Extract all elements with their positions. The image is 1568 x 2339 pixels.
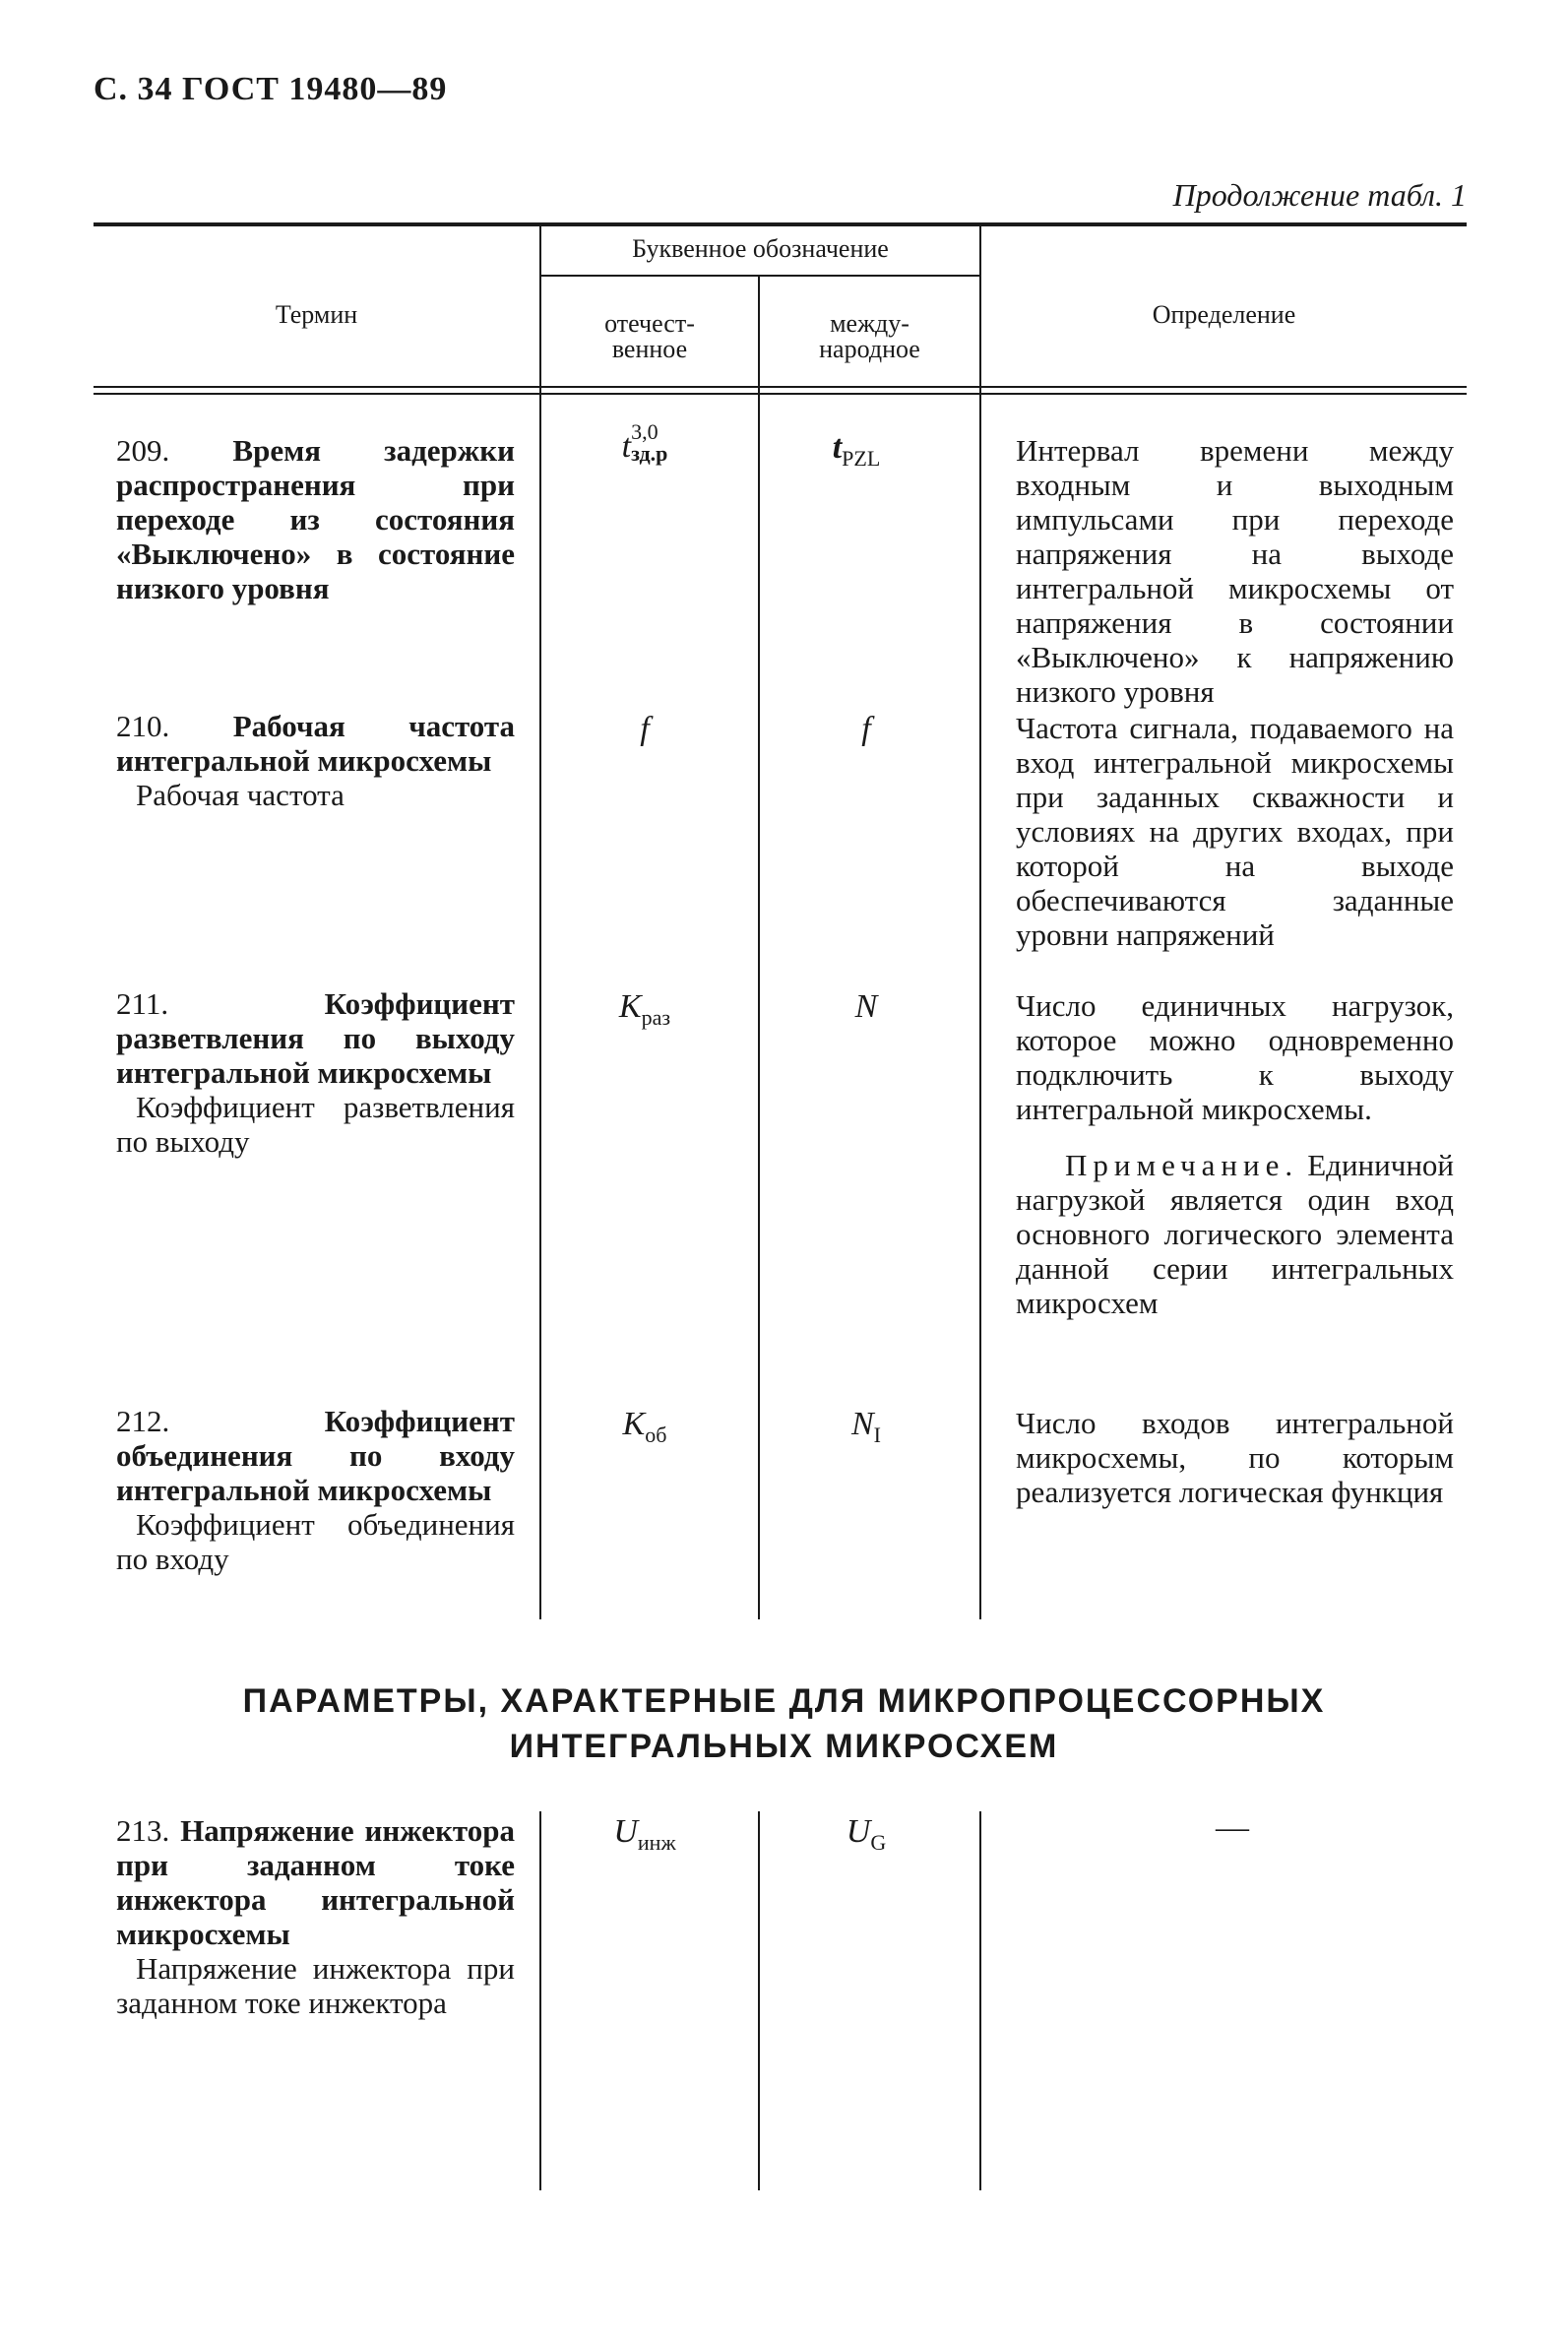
definition-cell-212: Число входов интегральной микросхемы, по которым реализуется логическая функция: [1016, 1406, 1454, 1509]
term-number: 211.: [116, 986, 169, 1021]
term-cell-211: [116, 986, 515, 1159]
symbol-sub: об: [645, 1422, 667, 1447]
symbol-main: t: [832, 429, 843, 466]
term-name: Напряжение инжектора при заданном токе инжектора интегральной микросхемы: [116, 1813, 515, 1951]
column-rule-1b: [539, 1811, 541, 2190]
term-cell-212: [116, 1404, 515, 1576]
term-short-name: Рабочая частота: [136, 778, 345, 812]
symbol-main: K: [622, 1406, 646, 1442]
symbol-domestic-210: f: [640, 711, 650, 747]
term-name: Коэффициент объединения по входу интегральной микросхемы: [116, 1404, 515, 1507]
header-domestic: отечест- венное: [604, 309, 695, 363]
term-short-name: Напряжение инжектора при заданном токе инжектора: [116, 1951, 515, 2020]
symbol-domestic-212: [566, 1406, 723, 1448]
symbol-sub: I: [873, 1422, 881, 1447]
definition-cell-210: Частота сигнала, подаваемого на вход интегральной микросхемы при заданных скважности и условиях на других входах, при которой на выходе обеспечиваются заданные уровни напряжений: [1016, 711, 1454, 952]
note-heading: Примечание.: [1065, 1148, 1299, 1182]
symbol-main: t: [621, 428, 632, 465]
page-label: С. 34 ГОСТ 19480—89: [94, 71, 448, 107]
term-number: 210.: [116, 709, 170, 743]
header-term: Термин: [275, 300, 358, 329]
column-rule-3b: [979, 1811, 981, 2190]
symbol-sup: 3,0: [631, 419, 659, 444]
term-short-name: Коэффициент объединения по входу: [116, 1507, 515, 1576]
table-top-rule: [94, 222, 1467, 226]
symbol-main: U: [613, 1813, 638, 1850]
term-cell-209: [116, 433, 515, 605]
symbol-domestic-209: [566, 421, 723, 466]
header-letter-designation: Буквенное обозначение: [632, 234, 889, 263]
symbol-sub: раз: [641, 1004, 671, 1030]
symbol-international-211: N: [854, 988, 878, 1025]
symbol-sub: инж: [637, 1829, 676, 1855]
symbol-international-210: f: [861, 711, 871, 747]
term-name: Время задержки распространения при переходе из состояния «Выключено» в состояние низкого уровня: [116, 433, 515, 605]
column-rule-2: [758, 276, 760, 1619]
term-number: 213.: [116, 1813, 170, 1848]
definition-note: [1016, 1148, 1454, 1320]
definition-cell-211: [1016, 988, 1454, 1320]
header-bottom-rule-1: [94, 386, 1467, 388]
term-name: Коэффициент разветвления по выходу интегральной микросхемы: [116, 986, 515, 1090]
definition-cell-213: —: [1216, 1809, 1249, 1846]
header-definition: Определение: [1152, 300, 1296, 329]
header-international: между- народное: [819, 309, 920, 363]
term-cell-210: [116, 709, 515, 812]
column-rule-3: [979, 224, 981, 1619]
section-title-line2: ИНТЕГРАЛЬНЫХ МИКРОСХЕМ: [509, 1728, 1059, 1765]
note-text: Единичной нагрузкой является один вход основного логического элемента данной серии интегральных микросхем: [1016, 1148, 1454, 1320]
symbol-domestic-211: [566, 988, 723, 1031]
section-title-line1: ПАРАМЕТРЫ, ХАРАКТЕРНЫЕ ДЛЯ МИКРОПРОЦЕССОРНЫХ: [242, 1682, 1326, 1720]
column-rule-2b: [758, 1811, 760, 2190]
symbol-main: N: [850, 1406, 874, 1442]
symbol-sub: зд.р: [631, 441, 668, 466]
term-short-name: Коэффициент разветвления по выходу: [116, 1090, 515, 1159]
symbol-sub: PZL: [842, 445, 881, 471]
header-bottom-rule-2: [94, 393, 1467, 395]
symbol-international-213: [787, 1813, 945, 1856]
table-continuation-label: Продолжение табл. 1: [1172, 177, 1467, 213]
term-name: Рабочая частота интегральной микросхемы: [116, 709, 515, 778]
symbol-main: U: [846, 1813, 871, 1850]
symbol-international-209: [778, 429, 935, 472]
column-rule-1: [539, 224, 541, 1619]
symbol-main: K: [618, 988, 642, 1025]
term-cell-213: [116, 1813, 515, 2020]
term-number: 212.: [116, 1404, 170, 1438]
term-number: 209.: [116, 433, 170, 468]
symbol-sub: G: [870, 1829, 887, 1855]
symbol-international-212: [787, 1406, 945, 1448]
definition-cell-209: Интервал времени между входным и выходным импульсами при переходе напряжения на выходе интегральной микросхемы от напряжения в состоянии «Выключено» к напряжению низкого уровня: [1016, 433, 1454, 709]
definition-text: Число единичных нагрузок, которое можно одновременно подключить к выходу интегральной микросхемы.: [1016, 988, 1454, 1126]
symbol-domestic-213: [566, 1813, 723, 1856]
